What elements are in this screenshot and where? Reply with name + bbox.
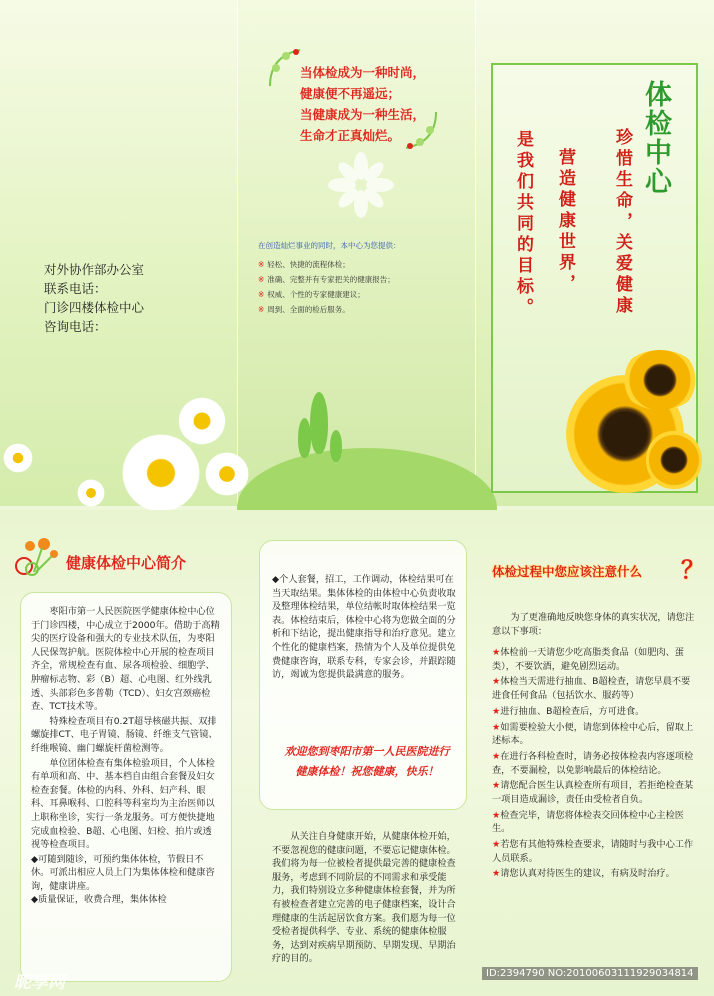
star-icon: ★ <box>492 676 501 688</box>
star-icon: ※ <box>258 290 265 299</box>
tree-illustration <box>298 418 311 458</box>
offer-item: ※ 轻松、快捷的流程体检； <box>258 260 350 269</box>
intro-bullet: ◆质量保证，收费合理，集体体检 <box>31 894 167 906</box>
daisy-flower <box>176 395 228 447</box>
contact-line: 对外协作部办公室 <box>44 262 145 277</box>
star-icon: ★ <box>492 647 501 658</box>
offer-item: ※ 准确、完整并有专家把关的健康报告； <box>258 275 395 284</box>
health-paragraph: 从关注自身健康开始，从健康体检开始，不要忽视您的健康问题，不要忘记健康体检。我们将为每一位被检者提供最完善的健康检查服务，考虑到不同阶层的不同需求和承受能力，我们特别设立多种健康体检套餐，并为所有被检查者建立完善的电子健康档案，设计合理健康的生活起居饮食方案。我们愿为每一位受检者提供科学、专业、系统的健康体检服务，达到对疾病早期预防、早期发现、早期治疗的目的。 <box>272 831 456 965</box>
intro-paragraph: 特殊检查项目有0.2T超导核磁共振、双排螺旋排CT、电子胃镜、肠镜、纤维支气管镜、纤维喉镜、幽门螺旋杆菌检测等。 <box>31 715 218 754</box>
contact-info <box>44 260 144 336</box>
leaf-ornament-icon <box>266 46 306 90</box>
notes-title: 体检过程中您应该注意什么 <box>492 564 643 579</box>
star-icon: ※ <box>258 305 265 314</box>
star-icon: ★ <box>492 780 501 792</box>
cover-title: 体检中心 <box>640 80 671 196</box>
intro-paragraph: 枣阳市第一人民医院医学健康体检中心位于门诊四楼，中心成立于2000年。借助于高精尖的医疗设备和强大的专业技术队伍，为枣阳人民保驾护航。医院体检中心开展的检查项目齐全，常规检查有血、尿各项检验、细胞学、肿瘤标志物、彩（B）超、心电图、红外线乳透、头部彩色多普勒（TCD）、妇女宫颈癌检查、TCT技术等。 <box>31 606 220 713</box>
leaf-ornament-icon <box>400 108 440 152</box>
star-icon: ※ <box>258 275 265 284</box>
contact-line: 门诊四楼体检中心 <box>44 300 145 315</box>
offer-item: ※ 权威、个性的专家健康建议； <box>258 290 365 299</box>
list-item: ★若您有其他特殊检查要求，请随时与我中心工作人员联系。 <box>492 839 694 864</box>
star-icon: ★ <box>492 750 501 762</box>
snowflake-flower-icon <box>326 150 396 220</box>
list-item: ★体检前一天请您少吃高脂类食品（如肥肉、蛋类），不要饮酒，避免剧烈运动。 <box>492 647 684 672</box>
sunflower <box>646 430 702 490</box>
offer-item: ※ 周到、全面的检后服务。 <box>258 305 350 314</box>
daisy-flower <box>2 442 34 474</box>
list-item: ★请您认真对待医生的建议，有病及时治疗。 <box>492 868 675 880</box>
notes-intro: 为了更准确地反映您身体的真实状况，请您注意以下事项： <box>492 612 695 637</box>
fold-line <box>475 0 476 506</box>
notes-list <box>492 646 698 883</box>
welcome-message: 欢迎您到枣阳市第一人民医院进行健康体检！祝您健康，快乐！ <box>284 745 450 778</box>
intro-title: 健康体检中心简介 <box>66 554 187 572</box>
intro-paragraph: 单位团体检查有集体检验项目，个人体检有单项和高、中、基本档自由组合套餐及妇女检查套餐。体检的内科、外科、妇产科、眼科、耳鼻喉科、口腔科等科室均为主治医师以上职称坐诊，实行一条龙服务。可方便快捷地完成血检验、B超、心电图、妇检、拍片或透视等检查项目。 <box>31 757 215 851</box>
contact-line: 咨询电话： <box>44 319 107 334</box>
list-item: ★进行抽血、B超检查后，方可进食。 <box>492 705 645 717</box>
watermark: 昵享网 <box>14 973 65 993</box>
slogan-line: 当健康成为一种生活， <box>300 107 426 122</box>
star-icon: ※ <box>258 260 265 269</box>
contact-line: 联系电话： <box>44 281 107 296</box>
list-item: ★请您配合医生认真检查所有项目，若拒绝检查某一项目造成漏诊，责任由受检者自负。 <box>492 780 694 805</box>
cover-slogan-line: 是我们共同的目标。 <box>513 130 533 319</box>
health-text <box>272 830 456 966</box>
star-icon: ★ <box>492 809 501 821</box>
package-text: ◆个人套餐，招工，工作调动，体检结果可在当天取结果。集体体检的由体检中心负责收取及整理体检结果，单位结帐时取体检结果一览表。体检结束后，体检中心将为您做全面的分析和下结论，提出健康指导和治疗意见。建立个性化的健康档案，热情为个人及单位提供免费健康咨询，联系专科，专家会诊，并跟踪随访，竭诚为您提供最满意的服务。 <box>272 574 456 681</box>
cover-slogan-line: 珍惜生命，关爱健康 <box>612 128 632 317</box>
list-item: ★检查完毕，请您将体检表交回体检中心主检医生。 <box>492 809 684 835</box>
offer-intro: 在创造灿烂事业的同时，本中心为您提供： <box>258 241 401 250</box>
slogan-line: 健康便不再遥远； <box>300 86 401 101</box>
sunflower <box>620 350 700 410</box>
tree-illustration <box>310 392 328 454</box>
star-icon: ★ <box>492 868 501 880</box>
star-icon: ★ <box>492 721 501 733</box>
fold-line <box>237 0 238 506</box>
intro-text <box>31 605 221 907</box>
flower-logo-icon <box>14 532 62 578</box>
service-offer <box>258 240 458 317</box>
slogan-line: 当体检成为一种时尚， <box>300 65 426 80</box>
intro-bullet: ◆可随到随诊，可预约集体体检，节假日不休。可派出相应人员上门为集体体检和健康咨询，健康讲座。 <box>31 853 215 892</box>
star-icon: ★ <box>492 839 501 851</box>
star-icon: ★ <box>492 705 501 717</box>
list-item: ★如需要检验大小便，请您到体检中心后，留取上述标本。 <box>492 721 694 747</box>
slogan-line: 生命才正真灿烂。 <box>300 128 401 143</box>
image-id-label: ID:2394790 NO:20100603111929034814 <box>482 967 698 980</box>
tree-illustration <box>330 430 342 462</box>
daisy-flower <box>76 478 106 508</box>
cover-slogan-line: 营造健康世界， <box>555 148 575 295</box>
list-item: ★体检当天需进行抽血、B超检查，请您早晨不要进食任何食品（包括饮水、服药等） <box>492 676 691 701</box>
list-item: ★在进行各科检查时，请务必按体检表内容逐项检查，不要漏检，以免影响最后的体检结论。 <box>492 750 694 776</box>
question-mark-icon: ？ <box>681 556 705 584</box>
